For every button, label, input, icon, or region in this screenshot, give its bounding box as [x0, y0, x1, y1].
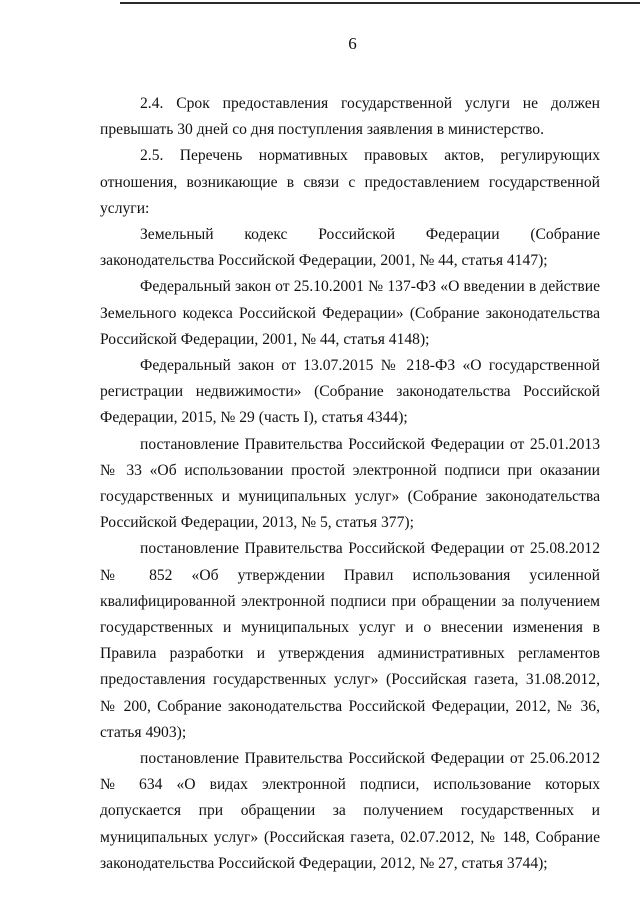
- page-number: 6: [348, 34, 357, 53]
- paragraph-2-5-legal-acts-list: 2.5. Перечень нормативных правовых актов, регулирующих отношения, возникающие в связи с предоставлением государственной услуги:: [100, 147, 600, 217]
- legal-act-resolution-852: постановление Правительства Российской Федерации от 25.08.2012 № 852 «Об утверждении Правил использования усиленной квалифицированной электронной подписи при обращении за получением государственных и муниципальных услуг и о внесении изменения в Правила разработки и утверждения административных регламентов предоставления государственных услуг» (Российская газета, 31.08.2012, № 200, Собрание законодательства Российской Федерации, 2012, № 36, статья 4903);: [100, 540, 600, 741]
- document-body: [100, 91, 600, 877]
- legal-act-federal-law-137: Федеральный закон от 25.10.2001 № 137-ФЗ «О введении в действие Земельного кодекса Российской Федерации» (Собрание законодательства Российской Федерации, 2001, № 44, статья 4148);: [100, 278, 600, 348]
- legal-act-land-code: Земельный кодекс Российской Федерации (Собрание законодательства Российской Федерации, 2001, № 44, статья 4147);: [100, 226, 600, 270]
- legal-act-federal-law-218: Федеральный закон от 13.07.2015 № 218-ФЗ «О государственной регистрации недвижимости» (Собрание законодательства Российской Федерации, 2015, № 29 (часть I), статья 4344);: [100, 357, 600, 427]
- paragraph-2-4-service-term: 2.4. Срок предоставления государственной услуги не должен превышать 30 дней со дня поступления заявления в министерство.: [100, 95, 600, 139]
- legal-act-resolution-33: постановление Правительства Российской Федерации от 25.01.2013 № 33 «Об использовании простой электронной подписи при оказании государственных и муниципальных услуг» (Собрание законодательства Российской Федерации, 2013, № 5, статья 377);: [100, 435, 600, 532]
- legal-act-resolution-634: постановление Правительства Российской Федерации от 25.06.2012 № 634 «О видах электронной подписи, использование которых допускается при обращении за получением государственных и муниципальных услуг» (Российская газета, 02.07.2012, № 148, Собрание законодательства Российской Федерации, 2012, № 27, статья 3744);: [100, 750, 600, 872]
- top-scan-border: [120, 2, 640, 4]
